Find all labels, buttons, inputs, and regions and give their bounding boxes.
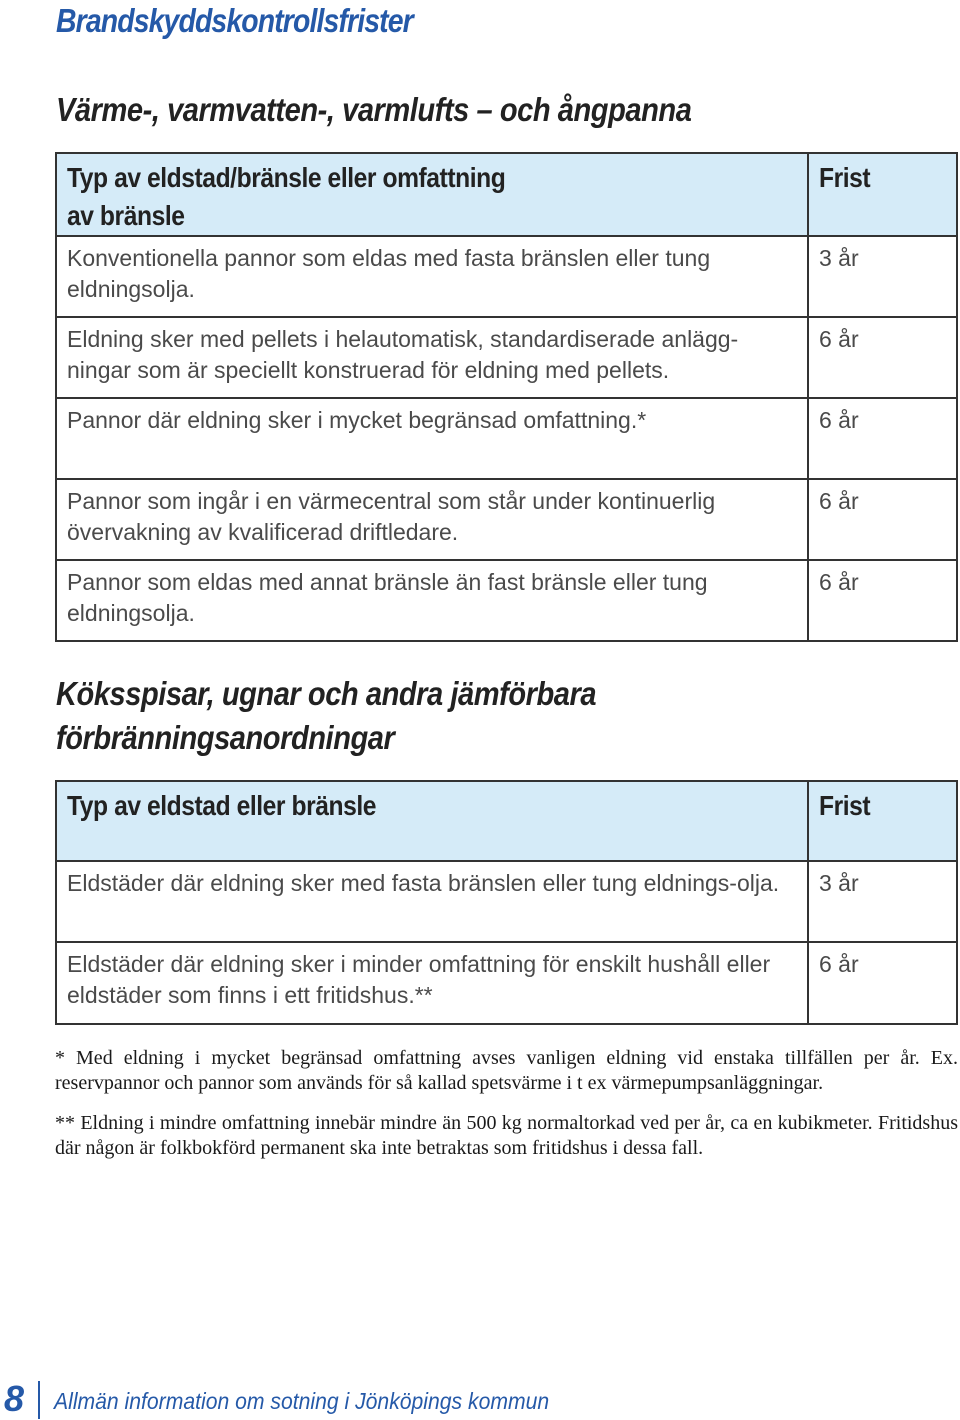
column-header-type: Typ av eldstad eller bränsle — [56, 781, 808, 861]
row-frist: 3 år — [808, 236, 957, 317]
row-type-text: Konventionella pannor som eldas med fasta bränslen eller tung eldningsolja. — [56, 236, 808, 317]
row-frist: 6 år — [808, 317, 957, 398]
row-frist: 6 år — [808, 479, 957, 560]
footnote-double-asterisk: ** Eldning i mindre omfattning innebär mindre än 500 kg normaltorkad ved per år, ca en kubikmeter. Fritidshus där någon är folkbokförd permanent ska inte betraktas som fritidshus i dessa fall. — [55, 1112, 958, 1159]
page-number: 8 — [4, 1378, 25, 1419]
column-header-type — [56, 153, 808, 236]
row-frist: 6 år — [808, 398, 957, 479]
table-row — [56, 317, 957, 398]
table-header-row — [56, 781, 957, 861]
table-header-row — [56, 153, 957, 236]
row-type-text: Eldning sker med pellets i helautomatisk, standardiserade anlägg-ningar som är speciellt konstruerad för eldning med pellets. — [56, 317, 808, 398]
column-header-type-line2: av bränsle — [67, 200, 185, 231]
row-type-text: Pannor där eldning sker i mycket begränsad omfattning.* — [56, 398, 808, 479]
row-frist: 6 år — [808, 942, 957, 1024]
table-row — [56, 398, 957, 479]
column-header-frist: Frist — [808, 153, 957, 236]
table-row — [56, 942, 957, 1024]
column-header-type-line1: Typ av eldstad/bränsle eller omfattning — [67, 162, 506, 193]
row-frist: 6 år — [808, 560, 957, 641]
row-type-text: Eldstäder där eldning sker med fasta bränslen eller tung eldnings-olja. — [56, 861, 808, 942]
row-type-text: Pannor som ingår i en värmecentral som står under kontinuerlig övervakning av kvalificerad driftledare. — [56, 479, 808, 560]
table-boilers — [55, 152, 958, 642]
footer-divider — [38, 1381, 40, 1419]
table-row — [56, 560, 957, 641]
row-type-text: Eldstäder där eldning sker i minder omfattning för enskilt hushåll eller eldstäder som finns i ett fritidshus.** — [56, 942, 808, 1024]
table-row — [56, 479, 957, 560]
row-type-text: Pannor som eldas med annat bränsle än fast bränsle eller tung eldningsolja. — [56, 560, 808, 641]
table-row — [56, 861, 957, 942]
table-stoves — [55, 780, 958, 1025]
footer-text: Allmän information om sotning i Jönköpings kommun — [54, 1388, 550, 1414]
section-title-boilers: Värme-, varmvatten-, varmlufts – och ångpanna — [56, 91, 692, 128]
table-row — [56, 236, 957, 317]
column-header-frist: Frist — [808, 781, 957, 861]
section-title-stoves-line1: Köksspisar, ugnar och andra jämförbara — [56, 675, 597, 712]
footnote-single-asterisk: * Med eldning i mycket begränsad omfattning avses vanligen eldning vid enstaka tillfällen per år. Ex. reservpannor och pannor som används för så kallad spetsvärme i t ex värmepumpsanläggningar. — [55, 1047, 958, 1094]
section-title-stoves — [56, 672, 596, 760]
page-title: Brandskyddskontrollsfrister — [56, 2, 413, 39]
row-frist: 3 år — [808, 861, 957, 942]
section-title-stoves-line2: förbränningsanordningar — [56, 719, 395, 756]
